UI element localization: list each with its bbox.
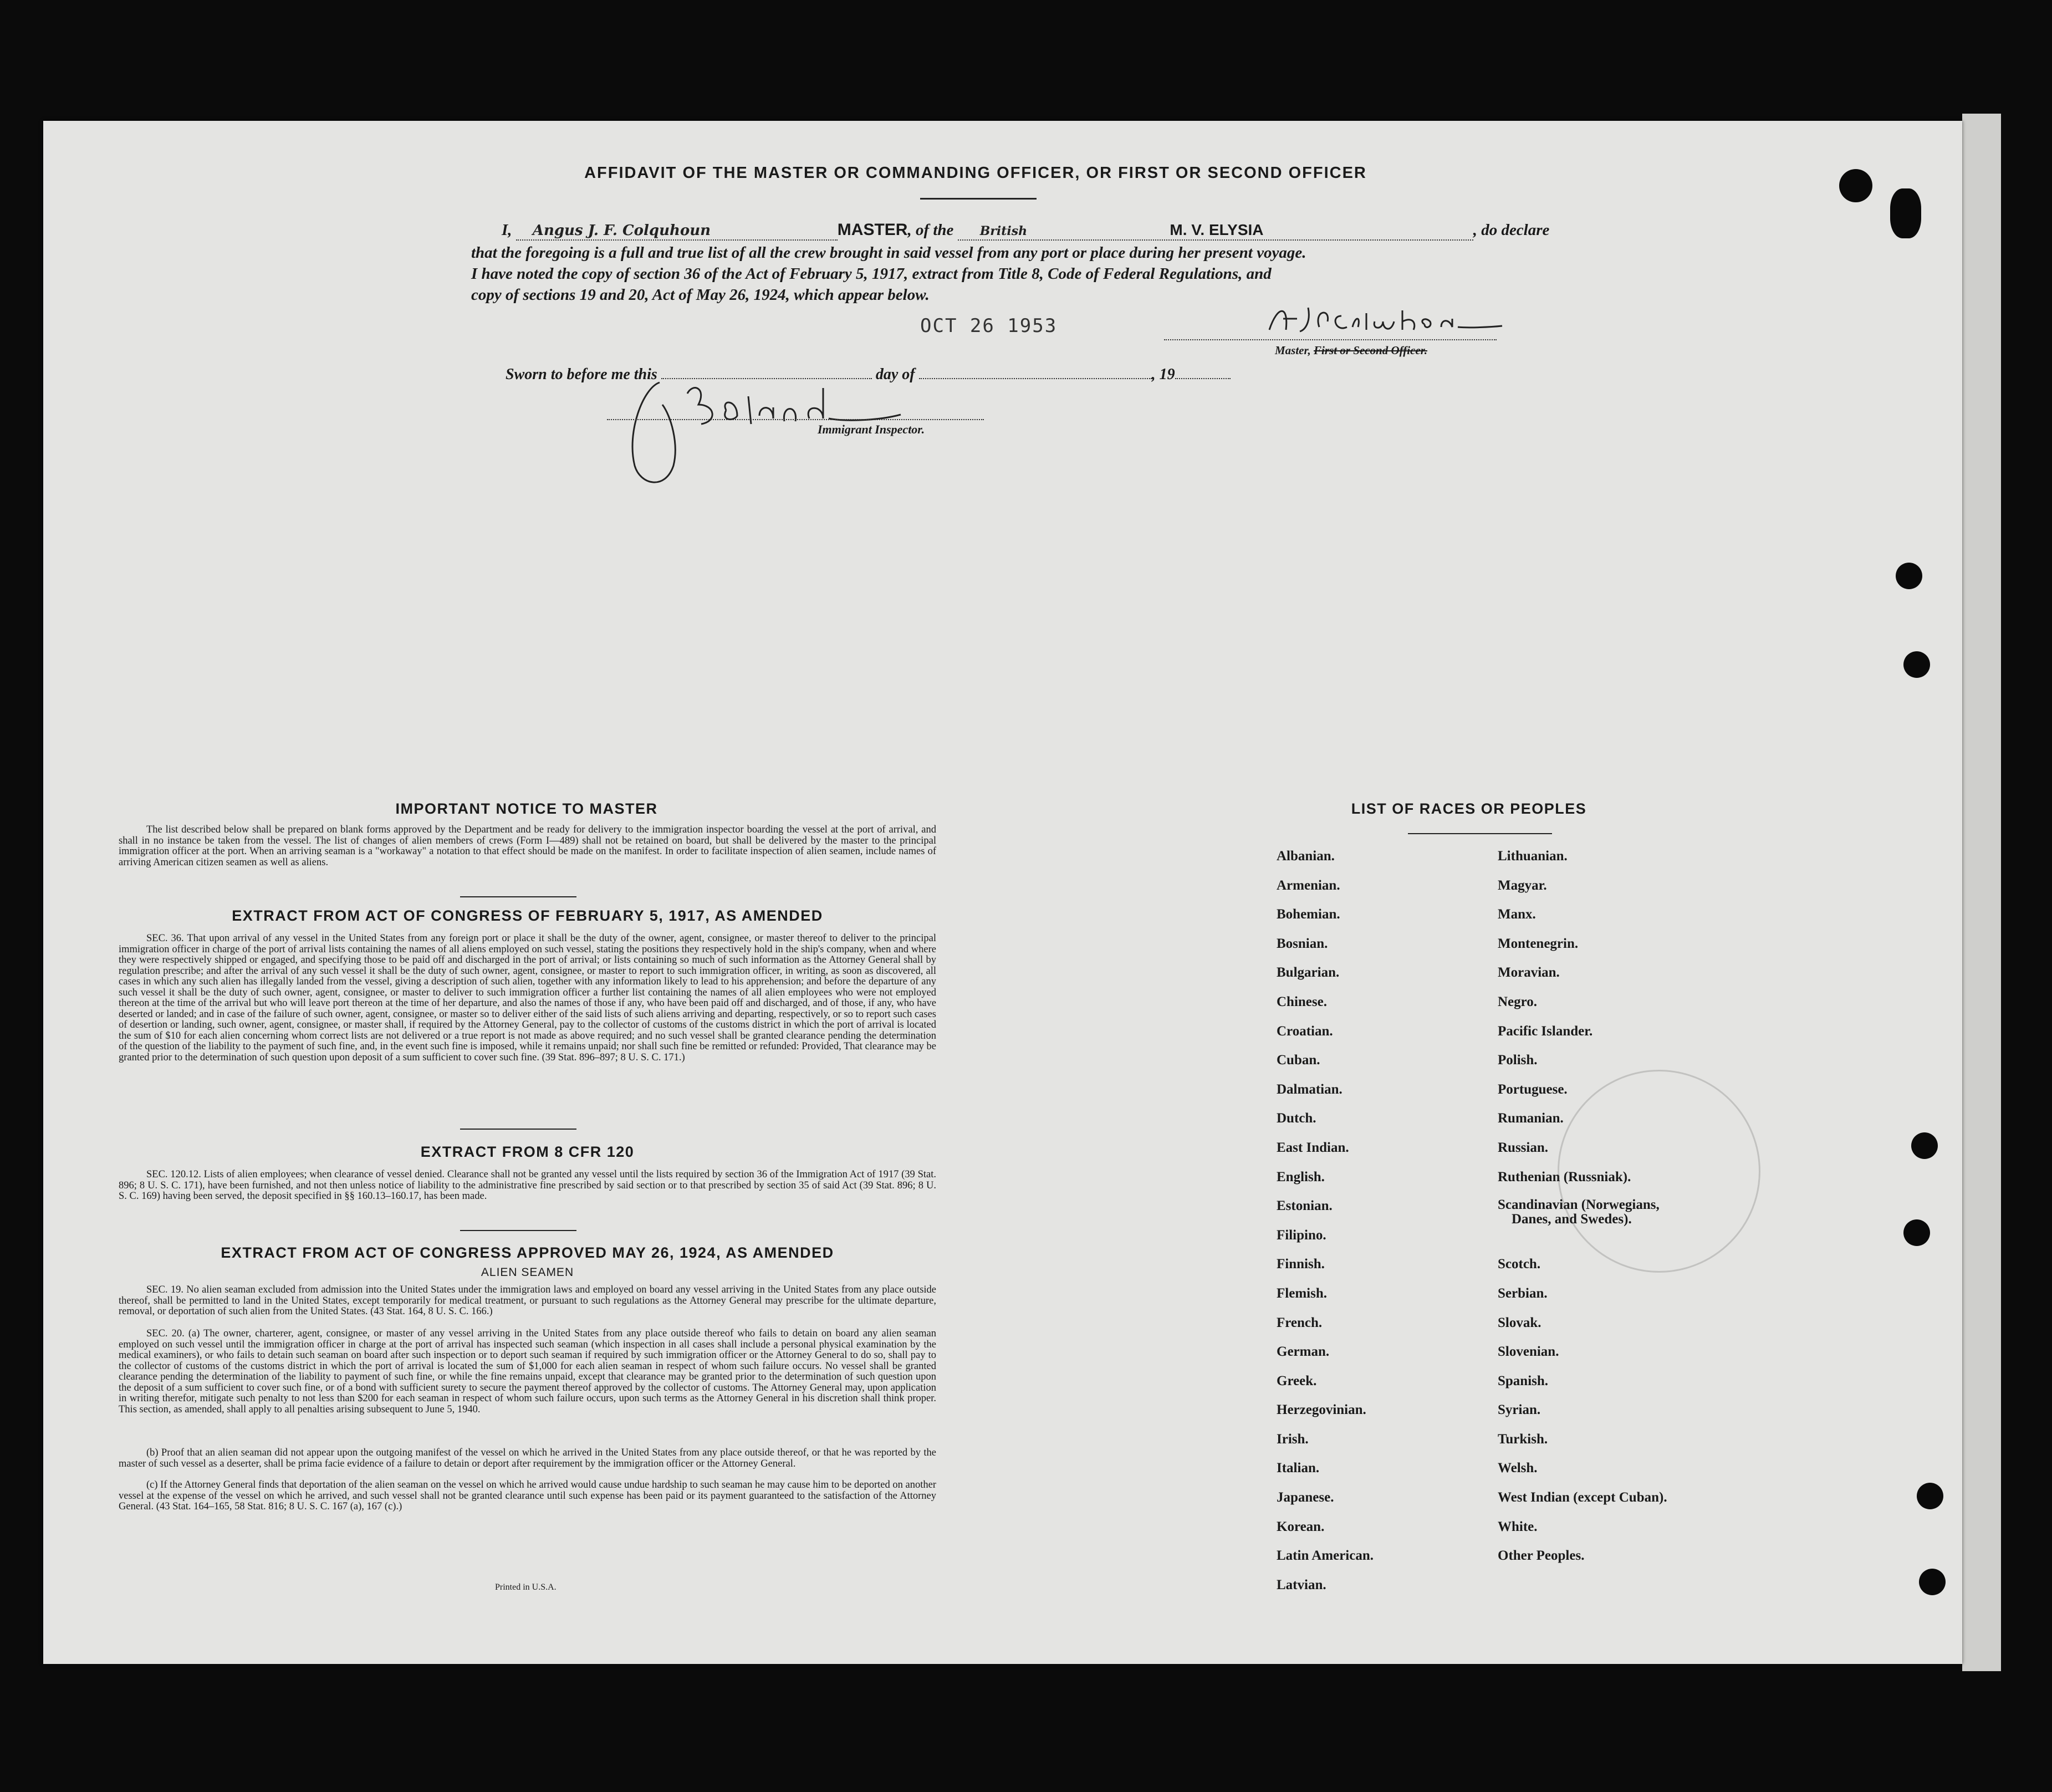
race-item: Greek. [1277,1373,1317,1388]
extract-1924-title: EXTRACT FROM ACT OF CONGRESS APPROVED MAY 26, 1924, AS AMENDED [221,1244,834,1261]
nationality: British [979,224,1028,238]
signer-struck: First or Second Officer. [1314,344,1427,357]
notice-text: The list described below shall be prepared on blank forms approved by the Department and be ready for delivery to the immigration inspector boarding the vessel at the port of arrival, and shall in no instance be taken from the vessel. The list of changes of alien members of crews (Form I—489) shall not be retained on board, but shall be delivered by the master to the principal immigration officer at the port. When an arriving seaman is a "workaway" a notation to that effect should be made on the manifest. In order to facilitate inspection of alien seamen, include names of arriving American citizen seamen as well as aliens. [119,824,936,868]
race-item: Herzegovinian. [1277,1402,1366,1418]
sworn-label: Sworn to before me this [506,366,657,383]
race-item: Welsh. [1498,1461,1538,1476]
races-rule [1408,833,1552,834]
race-item: Dutch. [1277,1111,1316,1126]
race-item: Latvian. [1277,1577,1326,1592]
master-name-field [516,221,838,241]
race-item: Serbian. [1498,1285,1548,1301]
race-item: Negro. [1498,994,1538,1009]
master-name: Angus J. F. Colquhoun [532,222,711,239]
race-item: Other Peoples. [1498,1548,1585,1564]
master-signature [1258,299,1535,338]
race-item: Bosnian. [1277,936,1328,951]
extract-1924-sec20b: (b) Proof that an alien seaman did not appear upon the outgoing manifest of the vessel on which he arrived in the United States from any place outside thereof, or that he was reported by the master of such vessel as a deserter, shall be prima facie evidence of a failure to detain or deport after requirement by the immigration officer or the Attorney General. [119,1447,936,1469]
sworn-year-field [1175,378,1231,379]
sworn-month-field [919,378,1152,379]
race-item: Russian. [1498,1140,1549,1155]
page-edge [1962,114,2001,1671]
race-item: Slovenian. [1498,1344,1559,1360]
race-item: Montenegrin. [1498,936,1579,951]
extract-cfr-text: SEC. 120.12. Lists of alien employees; when clearance of vessel denied. Clearance shall not be granted any vessel until the lists required by section 36 of the Immigration Act of 1917 (39 Stat. 896; 8 U. S. C. 171), have been furnished, and not then unless notice of liability to the administrative fine prescribed by said section or to that prescribed by section 35 of said Act (39 Stat. 896; 8 U. S. C. 169) having been served, the deposit specified in §§ 160.13–160.17, has been made. [119,1169,936,1202]
race-item: Italian. [1277,1461,1320,1476]
race-item: Magyar. [1498,877,1547,893]
alien-seamen-subtitle: ALIEN SEAMEN [481,1266,574,1279]
race-item: Slovak. [1498,1315,1541,1330]
race-item: Portuguese. [1498,1081,1568,1097]
affidavit-line-4: copy of sections 19 and 20, Act of May 26, 1924, which appear below. [471,286,930,304]
faint-round-stamp [1558,1070,1760,1273]
race-item: Chinese. [1277,994,1327,1009]
race-item: Cuban. [1277,1053,1320,1068]
rank: MASTER [837,221,908,239]
i-label: I, [502,221,512,239]
race-item: German. [1277,1344,1330,1360]
signer-master: Master, [1275,344,1311,357]
affidavit-line-2: that the foregoing is a full and true list of all the crew brought in said vessel from any port or place during her present voyage. [471,244,1306,262]
extract-1917-text: SEC. 36. That upon arrival of any vessel in the United States from any foreign port or place it shall be the duty of the owner, agent, consignee, or master thereof to deliver to the principal immigration officer in charge of the port of arrival lists containing the names of all aliens employed on such vessel, stating the positions they respectively hold in the ship's company, when and where they were respectively shipped or engaged, and specifying those to be paid off and discharged in the port of arrival; or lists containing so much of such information as the Attorney General shall by regulation prescribe; and after the arrival of any such vessel it shall be the duty of such owner, agent, consignee, or master to report to such immigration officer, in writing, as soon as discovered, all cases in which any such alien has illegally landed from the vessel, giving a description of such alien, together with any information likely to lead to his apprehension; and before the departure of any such vessel it shall be the duty of such owner, agent, consignee, or master to deliver to such immigration officer a further list containing the names of all alien employees who were not employed thereon at the time of the arrival but who will leave port thereon at the time of her departure, and also the names of those if any, who have been paid off and discharged, and of those, if any, who have deserted or landed; and in case of the failure of such owner, agent, consignee, or master so to deliver either of the said lists of such aliens arriving and departing, respectively, or so to report such cases of desertion or landing, such owner, agent, consignee, or master shall, if required by the Attorney General, pay to the collector of customs of the customs district in which the port of arrival is located the sum of $10 for each alien concerning whom correct lists are not delivered or a true report is not made as above required; and no such vessel shall be granted clearance pending the determination of the question of the liability to the payment of such fine, and, in the event such fine is imposed, while it remains unpaid; nor shall such fine be remitted or refunded: Provided, That clearance may be granted prior to the determination of such question upon deposit of a sum sufficient to cover such fine. (39 Stat. 896–897; 8 U. S. C. 171.) [119,933,937,1063]
race-item: Syrian. [1498,1402,1541,1418]
rule-1917 [460,896,576,897]
race-item: French. [1277,1315,1323,1330]
race-item: White. [1498,1519,1538,1534]
race-item: Rumanian. [1498,1111,1564,1126]
race-item: Spanish. [1498,1373,1549,1388]
affidavit-title: AFFIDAVIT OF THE MASTER OR COMMANDING OFFICER, OR FIRST OR SECOND OFFICER [584,164,1367,182]
race-item: Pacific Islander. [1498,1023,1593,1039]
punch-hole-3 [1911,1132,1938,1159]
race-item: Japanese. [1277,1490,1334,1505]
race-item: Bulgarian. [1277,965,1340,981]
extract-1924-sec20c: (c) If the Attorney General finds that deportation of the alien seaman on the vessel on which he arrived would cause undue hardship to such seaman he may cause him to be deported on another vessel at the expense of the vessel on which he arrived, and such vessel shall not be granted clearance until such expense has been paid or its payment guaranteed to the satisfaction of the Attorney General. (43 Stat. 164–165, 58 Stat. 816; 8 U. S. C. 167 (a), 167 (c).) [119,1479,936,1512]
signer-dotted-line [1164,339,1497,340]
do-declare-label: , do declare [1473,221,1550,239]
race-item: Estonian. [1277,1198,1333,1214]
notice-title: IMPORTANT NOTICE TO MASTER [395,800,658,817]
punch-hole-6 [1919,1569,1946,1595]
race-item: English. [1277,1169,1325,1185]
races-title: LIST OF RACES OR PEOPLES [1351,800,1587,817]
punch-hole-top-2 [1890,188,1921,238]
race-item: Korean. [1277,1519,1325,1534]
race-item: Filipino. [1277,1227,1326,1243]
of-the-label: , of the [907,221,954,239]
date-stamp: OCT 26 1953 [920,315,1058,337]
extract-1924-sec19: SEC. 19. No alien seaman excluded from admission into the United States under the immigration laws and employed on board any vessel arriving in the United States from any place outside thereof, shall be permitted to land in the United States, except temporarily for medical treatment, or pursuant to such regulations as the Attorney General may prescribe for the ultimate departure, removal, or deportation of such alien from the United States. (43 Stat. 164, 8 U. S. C. 166.) [119,1284,936,1317]
inspector-label: Immigrant Inspector. [818,422,925,436]
extract-cfr-title: EXTRACT FROM 8 CFR 120 [420,1143,635,1160]
inspector-dotted-line [607,419,984,420]
signer-title [1275,344,1427,358]
printed-in-usa: Printed in U.S.A. [495,1582,557,1592]
race-item: Irish. [1277,1431,1309,1447]
race-item: Croatian. [1277,1023,1333,1039]
race-item: Scotch. [1498,1257,1541,1272]
punch-hole-5 [1917,1483,1943,1509]
year-label: , 19 [1151,366,1175,383]
title-rule [920,198,1037,200]
race-item: West Indian (except Cuban). [1498,1490,1667,1505]
race-item: Latin American. [1277,1548,1374,1564]
punch-hole-1 [1896,563,1922,589]
race-item: Moravian. [1498,965,1560,981]
vessel-name: M. V. ELYSIA [1170,221,1264,238]
race-item: Dalmatian. [1277,1081,1343,1097]
extract-1924-sec20a: SEC. 20. (a) The owner, charterer, agent, consignee, or master of any vessel arriving in the United States from any place outside thereof who fails to detain on board any alien seaman employed on such vessel until the immigration officer in charge at the port of arrival has inspected such seaman (which inspection in all cases shall include a personal physical examination by the medical examiners), or who fails to detain such seaman on board after such inspection or to deport such seaman if required by such immigration officer or the Attorney General to do so, shall pay to the collector of customs of the customs district in which the port of arrival is located the sum of $1,000 for each alien seaman in respect of whom such failure occurs. No vessel shall be granted clearance pending the determination of the liability to payment of such fine, or while the fine remains unpaid, except that clearance may be granted prior to the determination of such question upon the deposit of a sum sufficient to cover such fine, or of a bond with sufficient surety to secure the payment thereof approved by the collector of customs. The Attorney General may, upon application in writing therefor, mitigate such penalty to not less than $200 for each seaman in respect of whom such failure occurs, upon such terms as the Attorney General in his discretion shall think proper. This section, as amended, shall apply to all penalties arising subsequent to June 5, 1940. [119,1328,936,1415]
race-item: Flemish. [1277,1285,1327,1301]
rule-1924 [460,1230,576,1231]
races-left-column [1277,848,1374,1606]
race-item: East Indian. [1277,1140,1349,1155]
punch-hole-top-1 [1839,169,1872,202]
affidavit-line-3: I have noted the copy of section 36 of the Act of February 5, 1917, extract from Title 8, Code of Federal Regulations, and [471,265,1272,283]
race-item: Lithuanian. [1498,849,1568,864]
day-label: day of [875,366,915,383]
race-item: Ruthenian (Russniak). [1498,1169,1631,1185]
document-sheet [43,121,1962,1664]
race-item: Polish. [1498,1053,1538,1068]
rule-cfr [460,1129,576,1130]
race-item: Manx. [1498,907,1536,922]
race-item: Turkish. [1498,1431,1548,1447]
punch-hole-2 [1903,651,1930,678]
race-item: Finnish. [1277,1257,1325,1272]
punch-hole-4 [1903,1219,1930,1246]
race-item: Albanian. [1277,849,1335,864]
extract-1917-title: EXTRACT FROM ACT OF CONGRESS OF FEBRUARY 5, 1917, AS AMENDED [232,907,823,924]
race-item: Scandinavian (Norwegians, Danes, and Swedes). [1498,1197,1660,1227]
race-item: Armenian. [1277,877,1340,893]
affidavit-line-1 [502,221,1549,241]
master-signature-svg [1258,299,1535,338]
race-item: Bohemian. [1277,907,1340,922]
nationality-field [958,221,1473,241]
